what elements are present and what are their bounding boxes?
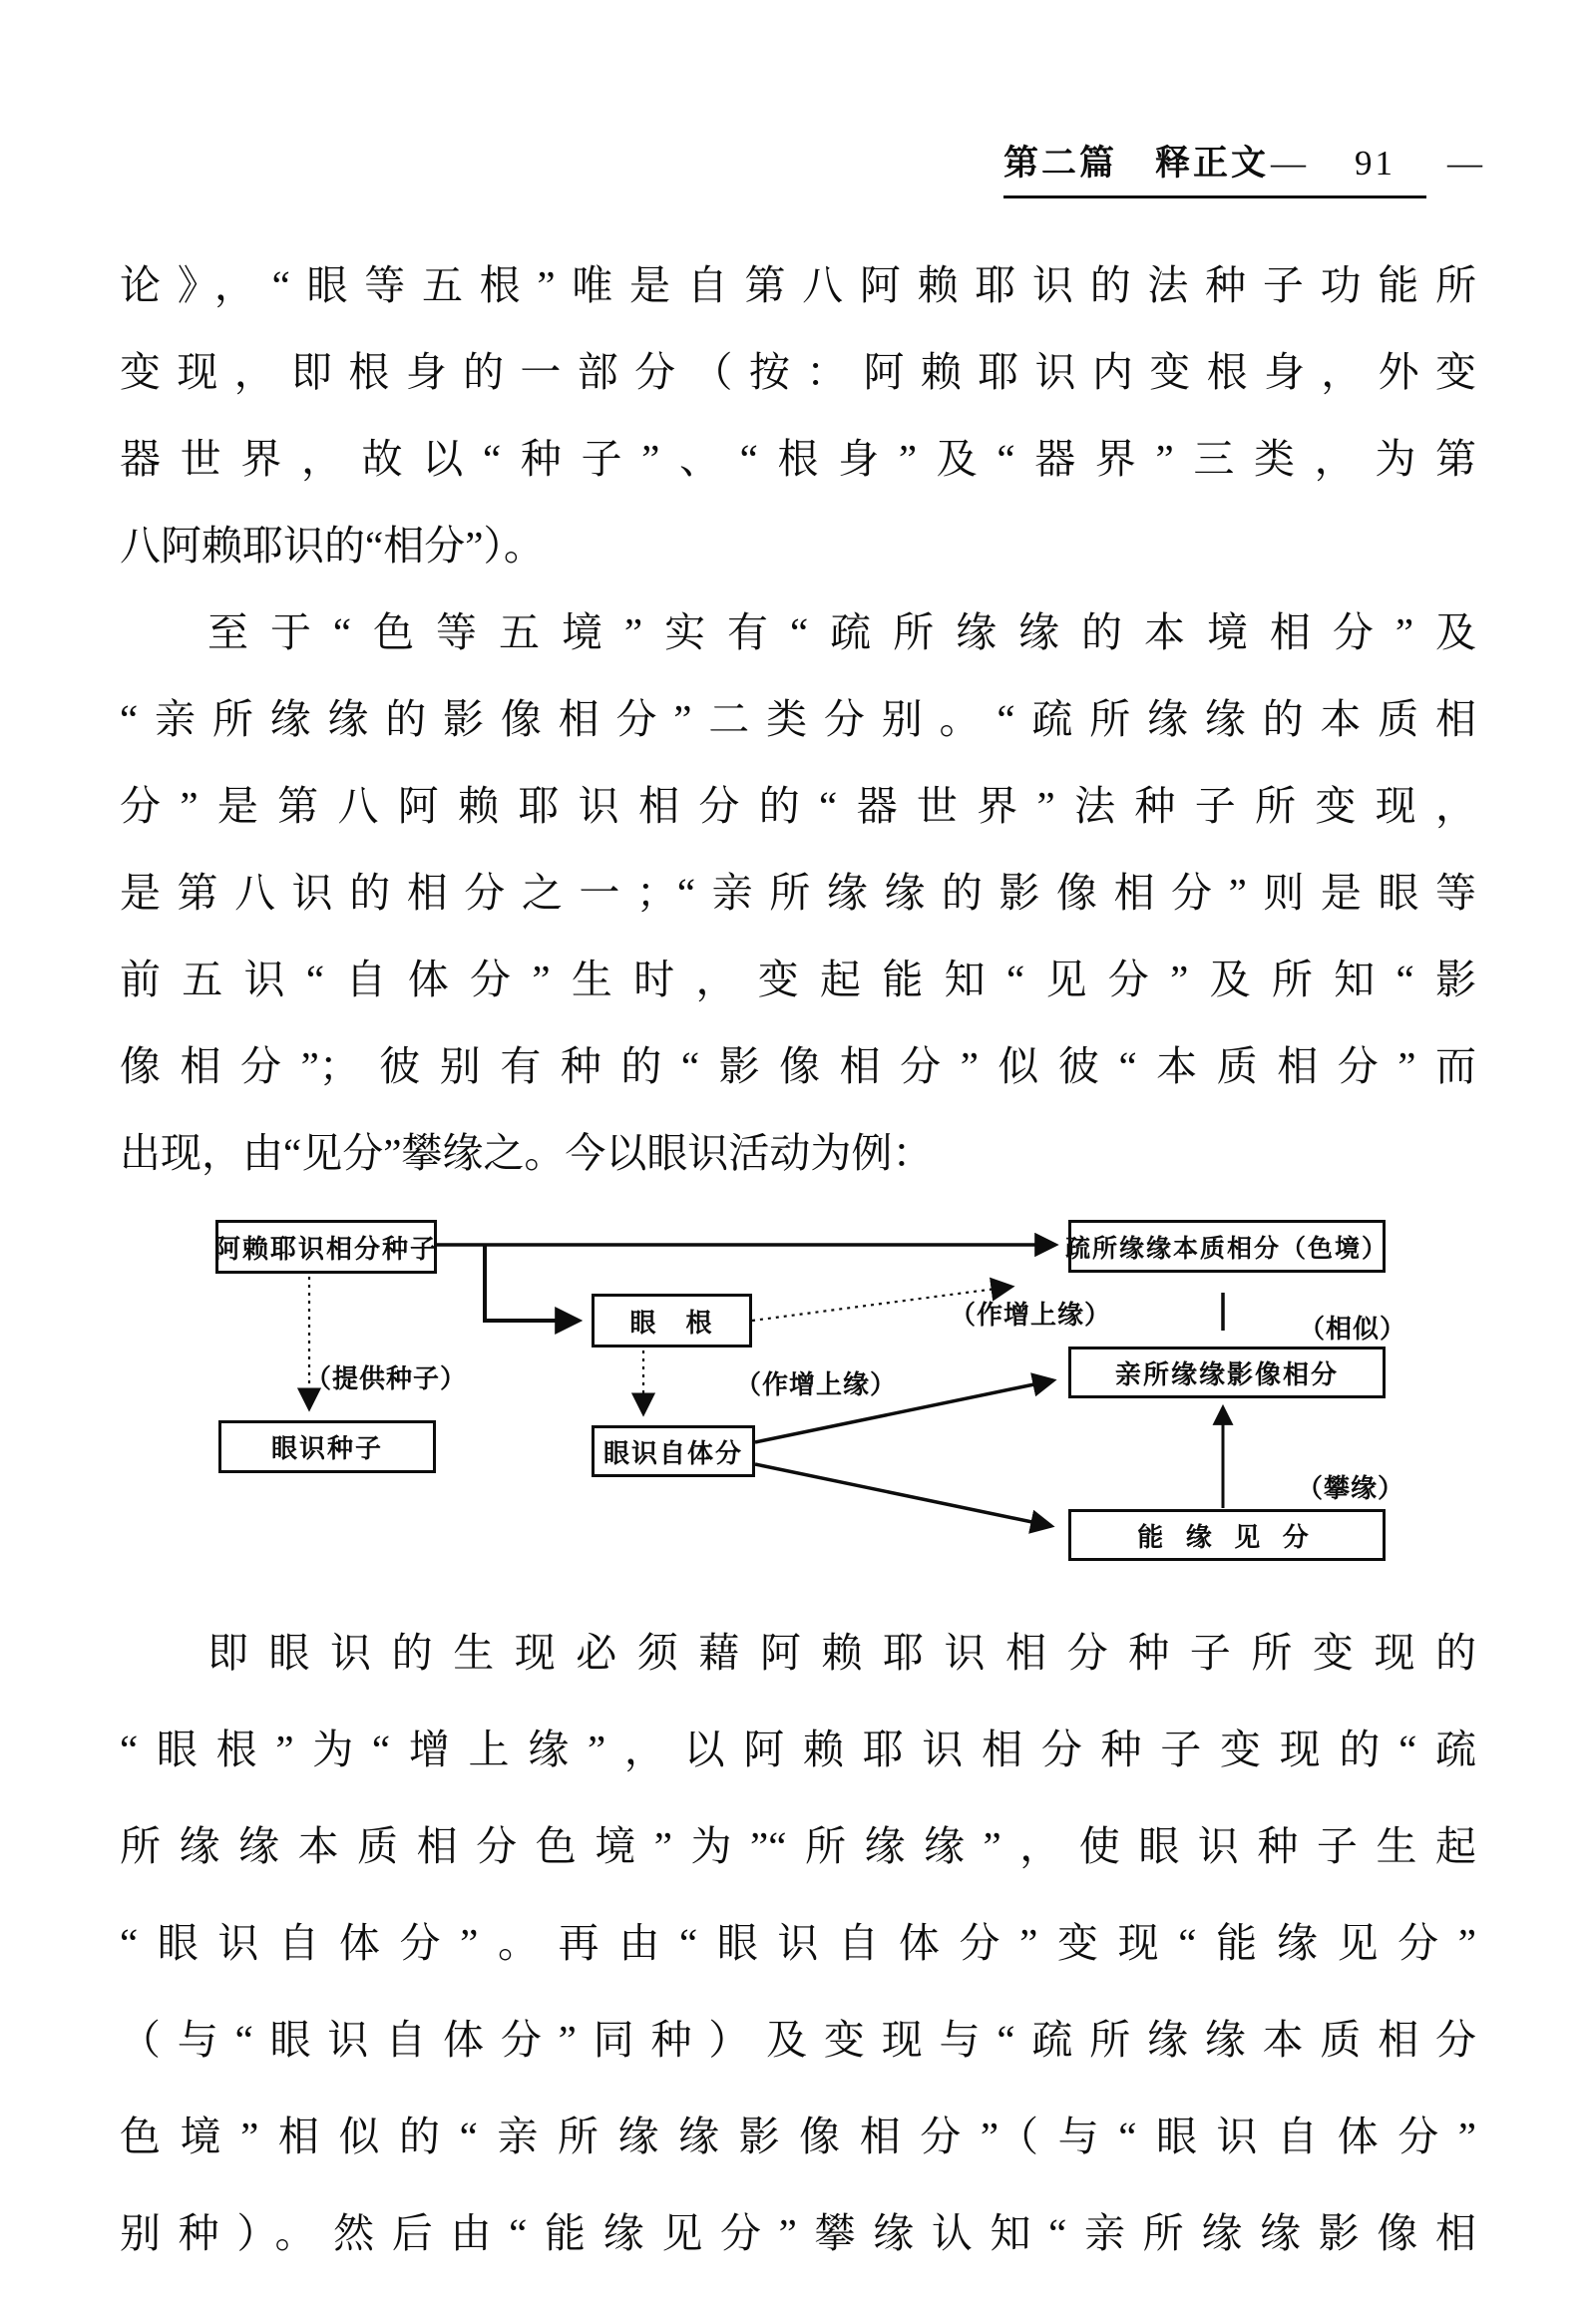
box-eye-self-part: 眼识自体分 [592, 1425, 755, 1477]
body-line: 色境”相似的“亲所缘缘影像相分”（与“眼识自体分” [120, 2114, 1476, 2159]
box-proximal-image: 亲所缘缘影像相分 [1068, 1347, 1386, 1398]
body-line: 变现，即根身的一部分（按：阿赖耶识内变根身，外变 [120, 349, 1476, 395]
body-line: “眼根”为“增上缘”，以阿赖耶识相分种子变现的“疏 [120, 1727, 1476, 1772]
body-line: 分”是第八阿赖耶识相分的“器世界”法种子所变现， [120, 783, 1476, 829]
page-number: 91 [1355, 144, 1396, 183]
body-line: （与“眼识自体分”同种）及变现与“疏所缘缘本质相分 [120, 2017, 1476, 2063]
chapter-title: 第二篇 释正文 [1003, 144, 1270, 183]
body-line: “眼识自体分”。再由“眼识自体分”变现“能缘见分” [120, 1920, 1476, 1966]
body-line: 是第八识的相分之一；“亲所缘缘的影像相分”则是眼等 [120, 870, 1476, 916]
body-line: “亲所缘缘的影像相分”二类分别。“疏所缘缘的本质相 [120, 696, 1476, 742]
box-distal-object: 疏所缘缘本质相分（色境） [1068, 1220, 1386, 1273]
arrow-branch-to-eye-root [485, 1245, 579, 1321]
body-line: 器世界，故以“种子”、“根身”及“器界”三类，为第 [120, 436, 1476, 482]
eye-consciousness-diagram [0, 1197, 1596, 1596]
body-line: 八阿赖耶识的“相分”）。 [120, 523, 545, 569]
label-augmenting-condition-1: （作增上缘） [950, 1301, 1112, 1330]
box-alaya-seed: 阿赖耶识相分种子 [215, 1220, 437, 1274]
body-line: 即眼识的生现必须藉阿赖耶识相分种子所变现的 [207, 1630, 1476, 1676]
page-header [1003, 136, 1486, 198]
body-line: 出现，由“见分”攀缘之。今以眼识活动为例： [120, 1130, 934, 1176]
body-line: 所缘缘本质相分色境”为”“所缘缘”，使眼识种子生起 [120, 1823, 1476, 1869]
label-climbing-condition: （攀缘） [1297, 1474, 1405, 1503]
box-seeing-part: 能 缘 见 分 [1068, 1509, 1386, 1561]
body-line: 前五识“自体分”生时，变起能知“见分”及所知“影 [120, 957, 1476, 1002]
arrow-eye-self-to-seeing [755, 1464, 1051, 1526]
body-line: 别种）。然后由“能缘见分”攀缘认知“亲所缘缘影像相 [120, 2210, 1476, 2256]
body-line: 像相分”；彼别有种的“影像相分”似彼“本质相分”而 [120, 1043, 1476, 1089]
label-similar: （相似） [1299, 1315, 1407, 1344]
box-eye-seed: 眼识种子 [218, 1420, 436, 1473]
label-provide-seed: （提供种子） [305, 1364, 468, 1393]
label-augmenting-condition-2: （作增上缘） [735, 1370, 898, 1399]
body-line: 至于“色等五境”实有“疏所缘缘的本境相分”及 [207, 609, 1476, 655]
header-dash: — [1271, 144, 1310, 183]
header-dash: — [1447, 144, 1486, 183]
box-eye-root: 眼 根 [592, 1294, 752, 1348]
body-line: 论》，“眼等五根”唯是自第八阿赖耶识的法种子功能所 [120, 262, 1476, 308]
